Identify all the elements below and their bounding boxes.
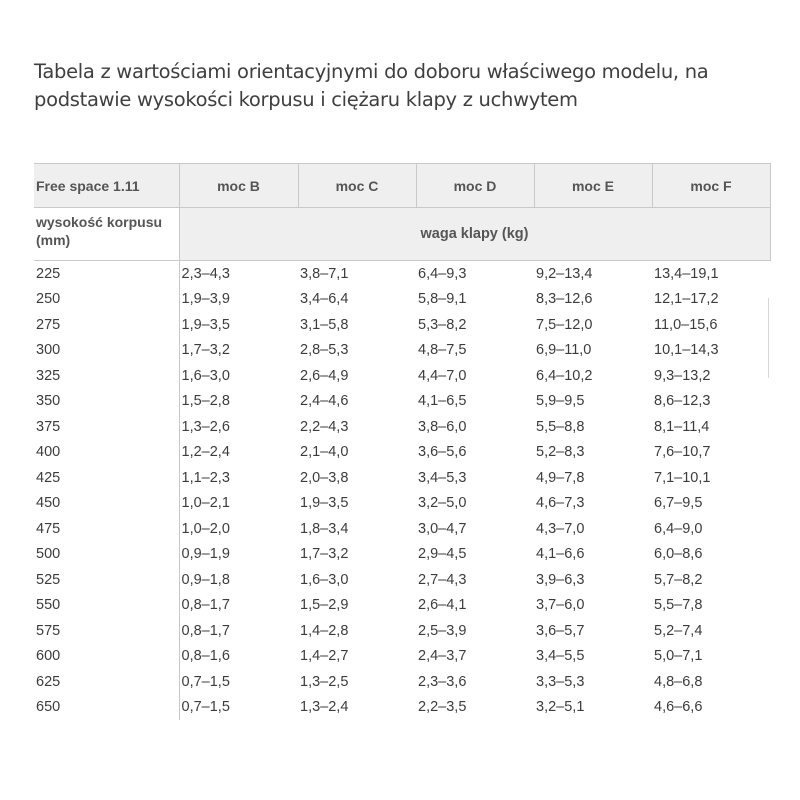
weight-range-cell: 4,9–7,8 <box>536 469 585 486</box>
right-frame-line <box>768 298 769 378</box>
table-row <box>34 567 770 593</box>
weight-range-cell: 0,8–1,6 <box>179 644 298 670</box>
weight-range-cell: 1,0–2,1 <box>179 491 298 517</box>
table-row <box>34 618 770 644</box>
table-row <box>34 593 770 619</box>
column-header-moc-b: moc B <box>179 164 298 208</box>
table-row <box>34 644 770 670</box>
column-header-moc-d: moc D <box>416 164 534 208</box>
row-height-value: 250 <box>36 291 61 308</box>
weight-range-cell: 0,9–1,8 <box>179 567 298 593</box>
row-height-value: 625 <box>36 673 61 690</box>
weight-range-cell: 4,4–7,0 <box>418 367 467 384</box>
weight-range-cell: 5,0–7,1 <box>654 648 703 665</box>
weight-range-cell: 3,8–6,0 <box>418 418 467 435</box>
weight-range-cell: 6,7–9,5 <box>654 495 703 512</box>
table-row <box>34 414 770 440</box>
row-height-value: 350 <box>36 393 61 410</box>
weight-range-cell: 3,2–5,1 <box>536 699 585 716</box>
weight-range-cell: 6,4–10,2 <box>536 367 593 384</box>
weight-range-cell: 4,3–7,0 <box>536 520 585 537</box>
row-height-value: 550 <box>36 597 61 614</box>
weight-range-cell: 3,8–7,1 <box>300 265 349 282</box>
weight-range-cell: 4,8–7,5 <box>418 342 467 359</box>
table-row <box>34 695 770 721</box>
weight-range-cell: 1,9–3,9 <box>179 287 298 313</box>
row-height-value: 650 <box>36 699 61 716</box>
weight-range-cell: 5,2–8,3 <box>536 444 585 461</box>
row-height-value: 500 <box>36 546 61 563</box>
weight-range-cell: 3,4–6,4 <box>300 291 349 308</box>
weight-range-cell: 2,3–4,3 <box>179 261 298 287</box>
weight-range-cell: 7,5–12,0 <box>536 316 593 333</box>
weight-range-cell: 7,1–10,1 <box>654 469 711 486</box>
weight-range-cell: 2,2–4,3 <box>300 418 349 435</box>
weight-range-cell: 5,7–8,2 <box>654 571 703 588</box>
weight-range-cell: 0,7–1,5 <box>179 695 298 721</box>
weight-range-cell: 0,9–1,9 <box>179 542 298 568</box>
weight-range-cell: 5,5–7,8 <box>654 597 703 614</box>
weight-range-cell: 4,6–6,6 <box>654 699 703 716</box>
weight-range-cell: 0,8–1,7 <box>179 618 298 644</box>
weight-range-cell: 1,5–2,8 <box>179 389 298 415</box>
weight-range-cell: 12,1–17,2 <box>654 291 719 308</box>
column-header-moc-c: moc C <box>298 164 416 208</box>
row-height-value: 600 <box>36 648 61 665</box>
table-row <box>34 312 770 338</box>
weight-range-cell: 2,3–3,6 <box>418 673 467 690</box>
weight-range-cell: 0,8–1,7 <box>179 593 298 619</box>
table-row <box>34 338 770 364</box>
column-header-moc-e: moc E <box>534 164 652 208</box>
weight-range-cell: 2,4–4,6 <box>300 393 349 410</box>
group-header-weight: waga klapy (kg) <box>179 208 770 261</box>
table-row <box>34 389 770 415</box>
weight-range-cell: 5,2–7,4 <box>654 622 703 639</box>
weight-range-cell: 6,9–11,0 <box>536 342 592 359</box>
row-height-value: 575 <box>36 622 61 639</box>
weight-range-cell: 3,6–5,7 <box>536 622 585 639</box>
weight-range-cell: 7,6–10,7 <box>654 444 711 461</box>
row-height-value: 375 <box>36 418 61 435</box>
table-row <box>34 516 770 542</box>
weight-range-cell: 6,0–8,6 <box>654 546 703 563</box>
row-height-value: 400 <box>36 444 61 461</box>
weight-range-cell: 1,3–2,4 <box>300 699 349 716</box>
weight-range-cell: 4,1–6,6 <box>536 546 585 563</box>
row-height-value: 450 <box>36 495 61 512</box>
model-name-header: Free space 1.11 <box>34 164 179 208</box>
weight-range-cell: 1,3–2,6 <box>179 414 298 440</box>
column-header-moc-f: moc F <box>652 164 770 208</box>
weight-range-cell: 5,8–9,1 <box>418 291 467 308</box>
weight-range-cell: 10,1–14,3 <box>654 342 719 359</box>
row-height-value: 425 <box>36 469 61 486</box>
weight-range-cell: 1,7–3,2 <box>300 546 349 563</box>
row-header-label: wysokość korpusu (mm) <box>34 208 179 261</box>
weight-range-cell: 1,3–2,5 <box>300 673 349 690</box>
table-row <box>34 287 770 313</box>
weight-range-cell: 5,5–8,8 <box>536 418 585 435</box>
weight-range-cell: 4,1–6,5 <box>418 393 467 410</box>
weight-range-cell: 1,2–2,4 <box>179 440 298 466</box>
column-header-row <box>34 164 770 208</box>
weight-range-cell: 3,4–5,3 <box>418 469 467 486</box>
weight-range-cell: 1,9–3,5 <box>300 495 349 512</box>
weight-range-cell: 2,1–4,0 <box>300 444 349 461</box>
table-row <box>34 440 770 466</box>
weight-range-cell: 3,9–6,3 <box>536 571 585 588</box>
weight-range-cell: 3,2–5,0 <box>418 495 467 512</box>
weight-range-cell: 11,0–15,6 <box>654 316 718 333</box>
weight-range-cell: 1,4–2,8 <box>300 622 349 639</box>
table-body <box>34 261 770 721</box>
weight-range-cell: 1,9–3,5 <box>179 312 298 338</box>
weight-range-cell: 5,3–8,2 <box>418 316 467 333</box>
weight-range-cell: 2,2–3,5 <box>418 699 467 716</box>
row-height-value: 300 <box>36 342 61 359</box>
table-row <box>34 261 770 287</box>
weight-range-cell: 8,1–11,4 <box>654 418 710 435</box>
weight-range-cell: 2,5–3,9 <box>418 622 467 639</box>
weight-range-cell: 1,6–3,0 <box>300 571 349 588</box>
table-row <box>34 669 770 695</box>
weight-range-cell: 3,0–4,7 <box>418 520 467 537</box>
weight-range-cell: 1,1–2,3 <box>179 465 298 491</box>
weight-range-cell: 6,4–9,3 <box>418 265 467 282</box>
weight-range-cell: 1,4–2,7 <box>300 648 349 665</box>
weight-range-cell: 5,9–9,5 <box>536 393 585 410</box>
weight-range-cell: 9,3–13,2 <box>654 367 711 384</box>
sub-header-row <box>34 208 770 261</box>
weight-range-cell: 0,7–1,5 <box>179 669 298 695</box>
weight-range-cell: 1,5–2,9 <box>300 597 349 614</box>
spec-table <box>34 163 771 720</box>
table-row <box>34 363 770 389</box>
row-height-value: 525 <box>36 571 61 588</box>
weight-range-cell: 4,8–6,8 <box>654 673 703 690</box>
weight-range-cell: 3,3–5,3 <box>536 673 585 690</box>
page-title: Tabela z wartościami orientacyjnymi do doboru właściwego modelu, na podstawie wysokości korpusu i ciężaru klapy z uchwytem <box>34 60 709 111</box>
weight-range-cell: 3,7–6,0 <box>536 597 585 614</box>
spec-table-container <box>34 163 770 720</box>
weight-range-cell: 2,0–3,8 <box>300 469 349 486</box>
table-row <box>34 465 770 491</box>
weight-range-cell: 6,4–9,0 <box>654 520 703 537</box>
weight-range-cell: 3,1–5,8 <box>300 316 349 333</box>
row-height-value: 225 <box>36 265 61 282</box>
row-height-value: 475 <box>36 520 61 537</box>
weight-range-cell: 4,6–7,3 <box>536 495 585 512</box>
weight-range-cell: 2,6–4,9 <box>300 367 349 384</box>
weight-range-cell: 3,4–5,5 <box>536 648 585 665</box>
weight-range-cell: 1,7–3,2 <box>179 338 298 364</box>
weight-range-cell: 8,6–12,3 <box>654 393 711 410</box>
table-row <box>34 542 770 568</box>
weight-range-cell: 9,2–13,4 <box>536 265 593 282</box>
weight-range-cell: 13,4–19,1 <box>654 265 719 282</box>
weight-range-cell: 2,9–4,5 <box>418 546 467 563</box>
weight-range-cell: 2,4–3,7 <box>418 648 467 665</box>
weight-range-cell: 1,8–3,4 <box>300 520 349 537</box>
weight-range-cell: 3,6–5,6 <box>418 444 467 461</box>
weight-range-cell: 2,6–4,1 <box>418 597 467 614</box>
weight-range-cell: 1,0–2,0 <box>179 516 298 542</box>
weight-range-cell: 1,6–3,0 <box>179 363 298 389</box>
row-height-value: 325 <box>36 367 61 384</box>
table-row <box>34 491 770 517</box>
weight-range-cell: 8,3–12,6 <box>536 291 593 308</box>
row-height-value: 275 <box>36 316 61 333</box>
weight-range-cell: 2,8–5,3 <box>300 342 349 359</box>
weight-range-cell: 2,7–4,3 <box>418 571 467 588</box>
